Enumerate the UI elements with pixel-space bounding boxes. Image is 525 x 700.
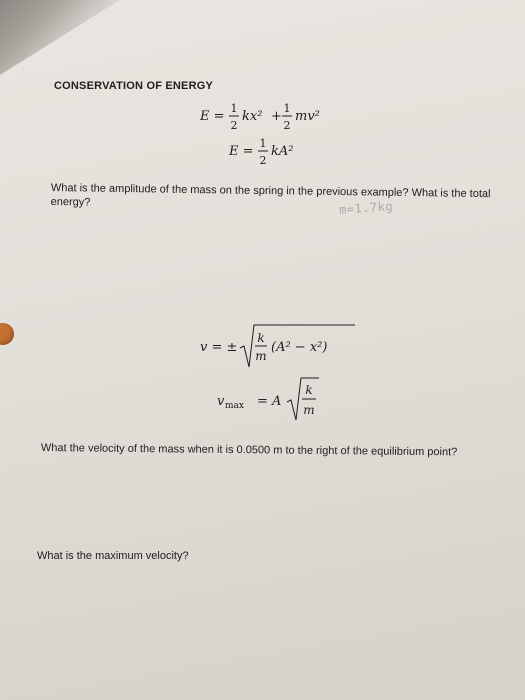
eq1-term2: mv² [295, 109, 320, 124]
eq1-lhs: E = [200, 109, 225, 124]
eq2-term: kA² [271, 144, 294, 159]
handwritten-mass-note: m=1.7kg [338, 199, 394, 217]
eq3-lhs: v = ± [200, 340, 238, 355]
eq2-lhs: E = [229, 144, 254, 159]
question-max-velocity: What is the maximum velocity? [37, 550, 189, 562]
eq4-eq: = A [257, 394, 282, 409]
question-amplitude: What is the amplitude of the mass on the spring in the previous example? What is the total energy? [50, 181, 491, 209]
eq3-term: (A² − x²) [271, 340, 328, 355]
eq1-frac2-den: 2 [283, 119, 291, 132]
eq3-frac-den: m [255, 349, 267, 363]
eq4-frac-den: m [303, 403, 315, 417]
worksheet-heading: CONSERVATION OF ENERGY [54, 80, 214, 92]
eq2-frac-num: 1 [259, 137, 267, 150]
eq2-frac-den: 2 [259, 154, 267, 167]
eq1-frac1-den: 2 [230, 119, 238, 132]
eq1-frac2-num: 1 [283, 102, 291, 115]
equation-velocity-max [217, 372, 327, 427]
eq4-lhs: v [217, 394, 225, 409]
eq4-sub: max [225, 401, 244, 411]
equation-velocity [200, 315, 360, 375]
question-velocity-at-point: What the velocity of the mass when it is 0.0500 m to the right of the equilibrium point? [40, 441, 458, 459]
eq1-plus: + [271, 109, 282, 124]
eq3-frac-num: k [257, 331, 265, 345]
equation-energy-amplitude [229, 133, 319, 173]
eq1-frac1-num: 1 [230, 102, 238, 115]
eq1-term1: kx² [242, 109, 263, 124]
eq4-frac-num: k [305, 383, 313, 397]
